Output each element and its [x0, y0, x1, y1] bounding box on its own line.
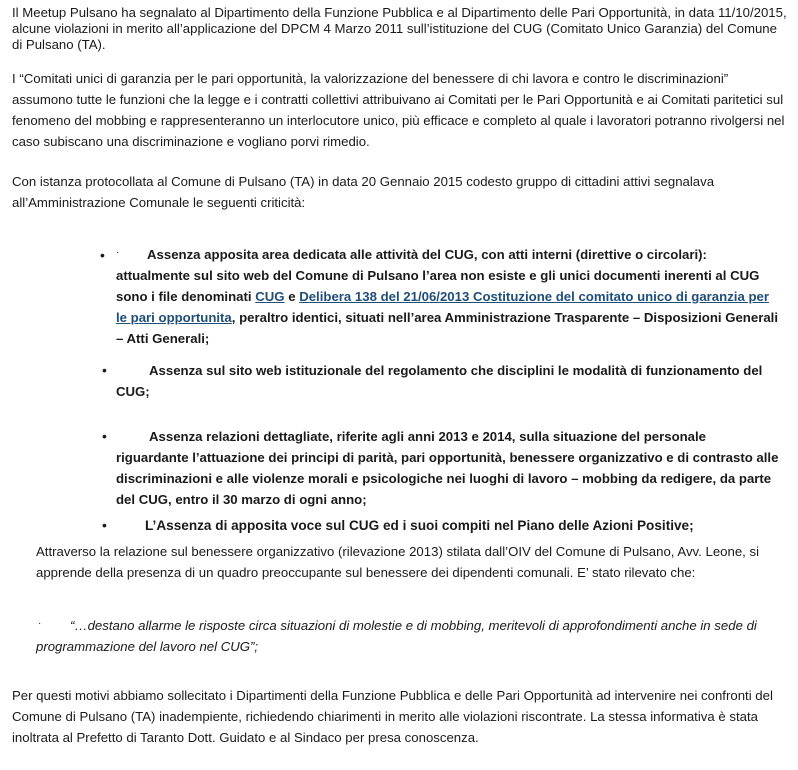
criticita-paragraph: Con istanza protocollata al Comune di Pulsano (TA) in data 20 Gennaio 2015 codesto gruppo di cittadini attivi segnalava all’Amministrazione Comunale le seguenti criticità: — [12, 174, 715, 210]
bullet-text: e — [284, 289, 300, 304]
delibera-138-link[interactable]: Delibera 138 del 21/06/2013 Costituzione del comitato unico di garanzia per le pari opportunita — [116, 289, 769, 325]
intro-paragraph: Il Meetup Pulsano ha segnalato al Dipartimento della Funzione Pubblica e al Dipartimento delle Pari Opportunità, in data 11/10/2015, alcune violazioni in merito all’applicazione del DPCM 4 Marzo 2011 sull’istituzione del CUG (Comitato Unico Garanzia) del Comune di Pulsano (TA). — [12, 5, 787, 52]
bullet-item-piano-azioni: L’Assenza di apposita voce sul CUG ed i suoi compiti nel Piano delle Azioni Positive; — [145, 518, 694, 533]
bullet-dot: • — [102, 517, 107, 533]
bullet-dot: • — [102, 428, 107, 444]
bullet-item-regolamento: Assenza sul sito web istituzionale del regolamento che disciplini le modalità di funzionamento del CUG; — [116, 363, 763, 399]
bullet-text: Assenza apposita area dedicata alle attività del CUG, con atti interni (direttive o circolari): attualmente sul sito web del Comune di Pulsano l’area non esiste e gli unici documenti inerenti al CUG sono i file denominati — [116, 247, 760, 304]
bullet-dot: • — [100, 247, 105, 263]
bullet-text: , peraltro identici, situati nell’area Amministrazione Trasparente – Disposizioni Generali – Atti Generali; — [116, 310, 778, 346]
bullet-item-area-cug — [116, 244, 782, 349]
quote-mark: · — [38, 618, 42, 629]
bullet-dot: • — [102, 362, 107, 378]
bullet-mark: · — [116, 247, 120, 258]
cug-file-link[interactable]: CUG — [255, 289, 285, 304]
closing-paragraph: Per questi motivi abbiamo sollecitato i Dipartimenti della Funzione Pubblica e delle Pari Opportunità ad intervenire nei confronti del Comune di Pulsano (TA) inadempiente, richiedendo chiarimenti in merito alle violazioni riscontrate. La stessa informativa è stata inoltrata al Prefetto di Taranto Dott. Guidato e al Sindaco per presa conoscenza. — [12, 688, 773, 745]
benessere-paragraph: Attraverso la relazione sul benessere organizzativo (rilevazione 2013) stilata dall’OIV del Comune di Pulsano, Avv. Leone, si apprende della presenza di un quadro preoccupante sul benessere dei dipendenti comunali. E’ stato rilevato che: — [36, 544, 760, 580]
bullet-item-relazioni: Assenza relazioni dettagliate, riferite agli anni 2013 e 2014, sulla situazione del personale riguardante l’attuazione dei principi di parità, pari opportunità, benessere organizzativo e di contrasto alle discriminazioni e alle violenze morali e psicologiche nei luoghi di lavoro – mobbing da redigere, da parte del CUG, entro il 30 marzo di ogni anno; — [116, 429, 779, 507]
cug-description-paragraph: I “Comitati unici di garanzia per le pari opportunità, la valorizzazione del benessere di chi lavora e contro le discriminazioni” assumono tutte le funzioni che la legge e i contratti collettivi attribuivano ai Comitati per le Pari Opportunità e ai Comitati paritetici sul fenomeno del mobbing e rappresenteranno un interlocutore unico, più efficace e completo al quale i lavoratori potranno rivolgersi nel caso subiscano una discriminazione e vogliano porvi rimedio. — [12, 71, 785, 149]
oiv-quote: “…destano allarme le risposte circa situazioni di molestie e di mobbing, meritevoli di approfondimenti anche in sede di programmazione del lavoro nel CUG”; — [36, 618, 757, 654]
